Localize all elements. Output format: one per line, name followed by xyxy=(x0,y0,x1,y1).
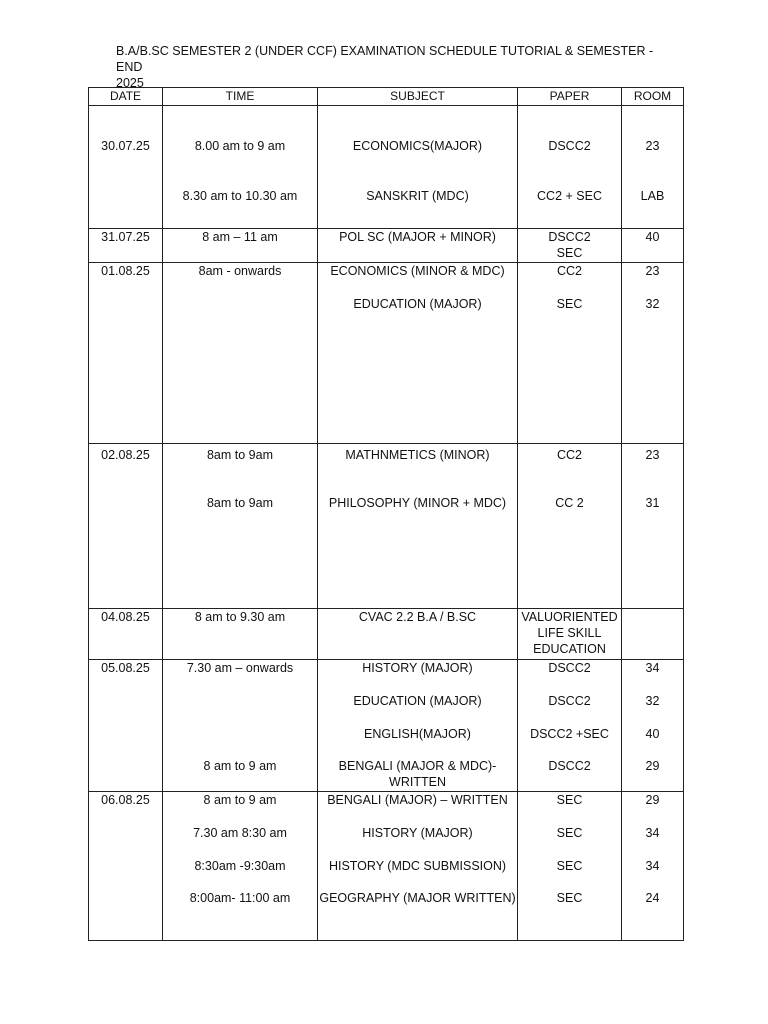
header-subject: SUBJECT xyxy=(318,88,518,106)
room-cell xyxy=(622,444,684,609)
paper-value: EDUCATION xyxy=(533,642,606,656)
paper-value: CC2 + SEC xyxy=(537,189,602,203)
subject-value: POL SC (MAJOR + MINOR) xyxy=(339,230,496,244)
paper-value: DSCC2 xyxy=(548,694,591,708)
date-value: 01.08.25 xyxy=(101,264,150,278)
subject-cell xyxy=(318,444,518,609)
date-value: 02.08.25 xyxy=(101,448,150,462)
room-value: 23 xyxy=(645,139,660,153)
date-cell xyxy=(89,229,163,263)
date-value: 30.07.25 xyxy=(101,139,150,153)
subject-value: HISTORY (MAJOR) xyxy=(362,661,473,675)
subject-value: ECONOMICS (MINOR & MDC) xyxy=(330,264,505,278)
subject-value: ENGLISH(MAJOR) xyxy=(364,727,471,741)
paper-value: DSCC2 xyxy=(548,759,591,773)
time-cell xyxy=(163,263,318,444)
room-cell xyxy=(622,660,684,792)
title-line-2: 2025 xyxy=(116,76,144,90)
time-cell xyxy=(163,229,318,263)
date-value: 05.08.25 xyxy=(101,661,150,675)
paper-value: SEC xyxy=(556,826,583,840)
paper-value: DSCC2 xyxy=(548,661,591,675)
date-cell xyxy=(89,660,163,792)
date-cell xyxy=(89,792,163,941)
subject-value: EDUCATION (MAJOR) xyxy=(353,297,482,311)
time-value: 8am - onwards xyxy=(198,264,282,278)
date-value: 06.08.25 xyxy=(101,793,150,807)
paper-cell xyxy=(518,660,622,792)
date-cell xyxy=(89,444,163,609)
room-value: 32 xyxy=(645,694,660,708)
room-value: 29 xyxy=(645,759,660,773)
paper-cell xyxy=(518,444,622,609)
subject-value: SANSKRIT (MDC) xyxy=(366,189,469,203)
subject-cell xyxy=(318,229,518,263)
paper-value: CC2 xyxy=(556,264,582,278)
date-cell xyxy=(89,263,163,444)
subject-cell xyxy=(318,609,518,660)
time-value: 8 am to 9 am xyxy=(203,793,277,807)
subject-cell xyxy=(318,660,518,792)
table-row xyxy=(89,106,684,229)
subject-value: WRITTEN xyxy=(389,775,446,789)
time-cell xyxy=(163,106,318,229)
subject-value: ECONOMICS(MAJOR) xyxy=(352,139,483,153)
paper-value: CC 2 xyxy=(555,496,584,510)
room-value: 32 xyxy=(645,297,660,311)
paper-value: SEC xyxy=(556,793,583,807)
room-cell xyxy=(622,106,684,229)
paper-value: DSCC2 +SEC xyxy=(530,727,609,741)
time-cell xyxy=(163,444,318,609)
room-value: 23 xyxy=(645,264,660,278)
time-value: 8 am to 9 am xyxy=(203,759,277,773)
room-value: 24 xyxy=(645,891,660,905)
subject-cell xyxy=(318,106,518,229)
paper-value: SEC xyxy=(556,246,583,260)
subject-value: GEOGRAPHY (MAJOR WRITTEN) xyxy=(319,891,516,905)
paper-value: DSCC2 xyxy=(548,139,591,153)
title-line-1: B.A/B.SC SEMESTER 2 (UNDER CCF) EXAMINATION SCHEDULE TUTORIAL & SEMESTER -END xyxy=(116,44,654,74)
paper-cell xyxy=(518,609,622,660)
paper-value: VALUORIENTED xyxy=(521,610,618,624)
header-paper: PAPER xyxy=(518,88,622,106)
header-date: DATE xyxy=(89,88,163,106)
time-value: 8.30 am to 10.30 am xyxy=(182,189,298,203)
subject-cell xyxy=(318,263,518,444)
header-row xyxy=(89,88,684,106)
table-row xyxy=(89,792,684,941)
subject-value: HISTORY (MAJOR) xyxy=(362,826,473,840)
paper-value: CC2 xyxy=(556,448,582,462)
paper-cell xyxy=(518,263,622,444)
room-cell xyxy=(622,263,684,444)
room-cell xyxy=(622,229,684,263)
paper-value: LIFE SKILL xyxy=(537,626,602,640)
room-cell xyxy=(622,609,684,660)
subject-value: MATHNMETICS (MINOR) xyxy=(345,448,490,462)
paper-cell xyxy=(518,229,622,263)
subject-value: PHILOSOPHY (MINOR + MDC) xyxy=(328,496,507,510)
table-row xyxy=(89,609,684,660)
room-value: 34 xyxy=(645,661,660,675)
room-value: 31 xyxy=(645,496,660,510)
date-value: 04.08.25 xyxy=(101,610,150,624)
paper-value: SEC xyxy=(556,859,583,873)
date-cell xyxy=(89,106,163,229)
paper-cell xyxy=(518,792,622,941)
time-cell xyxy=(163,792,318,941)
subject-value: HISTORY (MDC SUBMISSION) xyxy=(328,859,507,873)
paper-cell xyxy=(518,106,622,229)
schedule-table xyxy=(88,87,684,941)
paper-value: SEC xyxy=(556,297,583,311)
paper-value: SEC xyxy=(556,891,583,905)
time-value: 7.30 am 8:30 am xyxy=(193,826,287,840)
time-value: 8am to 9am xyxy=(206,448,273,462)
header-room: ROOM xyxy=(622,88,684,106)
time-value: 8am to 9am xyxy=(206,496,273,510)
document-title xyxy=(116,43,676,91)
subject-cell xyxy=(318,792,518,941)
room-value: 34 xyxy=(645,859,660,873)
room-cell xyxy=(622,792,684,941)
room-value: 40 xyxy=(645,727,660,741)
time-cell xyxy=(163,660,318,792)
table-row xyxy=(89,660,684,792)
time-value: 8:30am -9:30am xyxy=(194,859,286,873)
time-value: 7.30 am – onwards xyxy=(186,661,294,675)
table-row xyxy=(89,444,684,609)
time-value: 8 am – 11 am xyxy=(202,230,278,244)
subject-value: BENGALI (MAJOR & MDC)- xyxy=(338,759,497,773)
room-value: 23 xyxy=(645,448,660,462)
room-value: 29 xyxy=(645,793,660,807)
room-value: 34 xyxy=(645,826,660,840)
subject-value: BENGALI (MAJOR) – WRITTEN xyxy=(327,793,508,807)
date-value: 31.07.25 xyxy=(101,230,150,244)
table-row xyxy=(89,229,684,263)
paper-value: DSCC2 xyxy=(548,230,591,244)
time-value: 8 am to 9.30 am xyxy=(194,610,286,624)
date-cell xyxy=(89,609,163,660)
subject-value: EDUCATION (MAJOR) xyxy=(353,694,482,708)
table-row xyxy=(89,263,684,444)
time-value: 8:00am- 11:00 am xyxy=(189,891,291,905)
header-time: TIME xyxy=(163,88,318,106)
room-value: LAB xyxy=(640,189,665,203)
room-value: 40 xyxy=(645,230,660,244)
time-cell xyxy=(163,609,318,660)
time-value: 8.00 am to 9 am xyxy=(194,139,286,153)
subject-value: CVAC 2.2 B.A / B.SC xyxy=(358,610,477,624)
